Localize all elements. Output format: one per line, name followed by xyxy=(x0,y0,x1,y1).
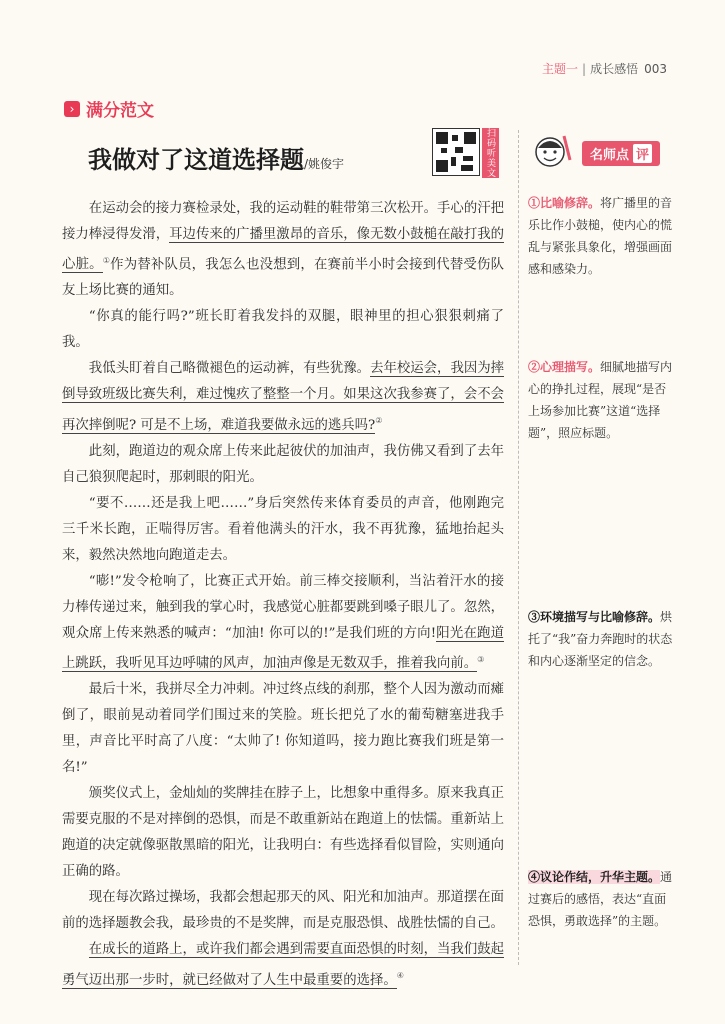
author: /姚俊宇 xyxy=(304,157,345,171)
article-title xyxy=(88,140,344,175)
qr-module xyxy=(463,156,473,161)
page-header xyxy=(542,60,667,77)
qr-code-icon[interactable] xyxy=(432,128,480,176)
article-body xyxy=(62,196,504,994)
page-number: 003 xyxy=(644,62,667,76)
qr-label: 扫码听美文 xyxy=(482,128,499,178)
qr-module xyxy=(452,135,458,141)
badge-teacher-comment xyxy=(582,141,660,166)
badge-highlight: 评 xyxy=(633,144,652,163)
note-text: 细腻地描写内心的挣扎过程，展现“是否上场参加比赛”这道“选择题”，照应标题。 xyxy=(528,360,673,440)
header-separator: | xyxy=(582,62,587,76)
qr-finder xyxy=(464,132,476,144)
paragraph-6: “嘭!”发令枪响了，比赛正式开始。前三棒交接顺利，当沾着汗水的接力棒传递过来，触到我的掌心时，我感觉心脏都要跳到嗓子眼儿了。忽然，观众席上传来熟悉的喊声：“加油! 你可以的!”是我们班的方向!阳光在跑道上跳跃，我听见耳边呼啸的风声，加油声像是无数双手，推着我向前。③ xyxy=(62,573,504,672)
note-head: ③环境描写与比喻修辞。 xyxy=(528,610,661,624)
qr-finder xyxy=(436,160,448,172)
paragraph-1: 在运动会的接力赛检录处，我的运动鞋的鞋带第三次松开。手心的汗把接力棒浸得发滑，耳边传来的广播里激昂的音乐，像无数小鼓槌在敲打我的心脏。①作为替补队员，我怎么也没想到，在赛前半小时会接到代替受伤队友上场比赛的通知。 xyxy=(62,201,505,299)
paragraph-4: 此刻，跑道边的观众席上传来此起彼伏的加油声，我仿佛又看到了去年自己狼狈爬起时，那刺眼的阳光。 xyxy=(62,443,504,485)
note-head: ④议论作结，升华主题。 xyxy=(528,870,661,884)
paragraph-3: 我低头盯着自己略微褪色的运动裤，有些犹豫。去年校运会，我因为摔倒导致班级比赛失利，难过愧疚了整整一个月。如果这次我参赛了，会不会再次摔倒呢? 可是不上场，难道我要做永远的逃兵吗?② xyxy=(62,361,505,433)
paragraph-2: “你真的能行吗?”班长盯着我发抖的双腿，眼神里的担心狠狠刺痛了我。 xyxy=(62,309,504,351)
chevron-right-icon: › xyxy=(64,101,80,117)
paragraph-5: “要不……还是我上吧……”身后突然传来体育委员的声音，他刚跑完三千米长跑，正喘得厉害。看着他满头的汗水，我不再犹豫，猛地抬起头来，毅然决然地向跑道走去。 xyxy=(62,495,504,563)
note-text: 将广播里的音乐比作小鼓槌，使内心的慌乱与紧张具象化，增强画面感和感染力。 xyxy=(528,196,673,276)
comment-note-2 xyxy=(528,356,676,444)
title-text: 我做对了这道选择题 xyxy=(88,146,304,174)
sidebar-header xyxy=(530,130,660,176)
qr-finder xyxy=(436,132,448,144)
topic-label: 成长感悟 xyxy=(590,62,639,76)
qr-module xyxy=(455,147,463,153)
comment-note-1 xyxy=(528,192,676,280)
qr-module xyxy=(451,157,456,166)
section-label: 满分范文 xyxy=(86,101,154,121)
comment-note-4 xyxy=(528,866,676,932)
paragraph-10: 在成长的道路上，或许我们都会遇到需要直面恐惧的时刻，当我们鼓起勇气迈出那一步时，就已经做对了人生中最重要的选择。④ xyxy=(62,942,504,988)
qr-module xyxy=(461,165,473,171)
note-text: 烘托了“我”奋力奔跑时的状态和内心逐渐坚定的信念。 xyxy=(528,610,673,668)
paragraph-7: 最后十米，我拼尽全力冲刺。冲过终点线的刹那，整个人因为激动而瘫倒了，眼前晃动着同学们围过来的笑脸。班长把兑了水的葡萄糖塞进我手里，声音比平时高了八度：“太帅了! 你知道吗，接力跑比赛我们班是第一名!” xyxy=(62,682,504,776)
comment-note-3 xyxy=(528,606,676,672)
paragraph-9: 现在每次路过操场，我都会想起那天的风、阳光和加油声。那道摆在面前的选择题教会我，最珍贵的不是奖牌，而是克服恐惧、战胜怯懦的自己。 xyxy=(62,890,504,932)
qr-module xyxy=(441,148,447,153)
section-tag xyxy=(64,96,154,121)
note-head: ①比喻修辞。 xyxy=(528,196,601,210)
teacher-icon xyxy=(530,130,576,176)
paragraph-8: 颁奖仪式上，金灿灿的奖牌挂在脖子上，比想象中重得多。原来我真正需要克服的不是对摔倒的恐惧，而是不敢重新站在跑道上的怯懦。重新站上跑道的决定就像驱散黑暗的阳光，让我明白：有些选择看似冒险，实则通向正确的路。 xyxy=(62,786,504,880)
note-text: 通过赛后的感悟，表达“直面恐惧，勇敢选择”的主题。 xyxy=(528,870,673,928)
unit-label: 主题一 xyxy=(542,62,579,76)
column-divider xyxy=(518,130,519,965)
badge-text: 名师点 xyxy=(590,147,630,163)
note-head: ②心理描写。 xyxy=(528,360,601,374)
